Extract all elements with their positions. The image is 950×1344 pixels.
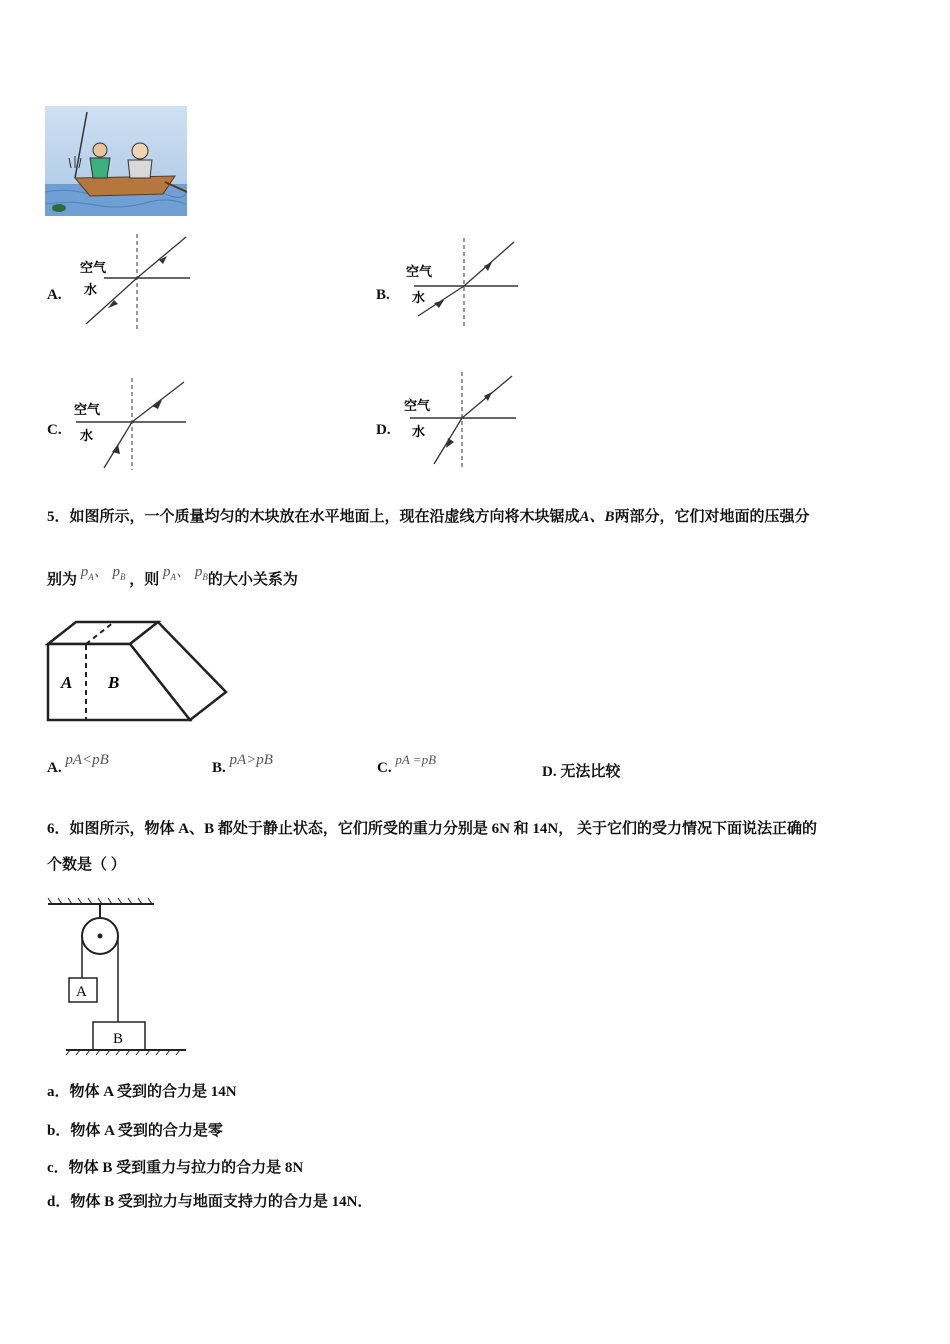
q6-statement-d: d．物体 B 受到拉力与地面支持力的合力是 14N．	[47, 1194, 373, 1210]
pa-symbol: $p_A$	[80, 564, 94, 582]
pb-symbol: $p_B$	[112, 564, 126, 582]
q4-option-d-label[interactable]: D.	[376, 422, 391, 438]
q6-question-line-2: 个数是（ ）	[47, 857, 126, 873]
water-label: 水	[84, 283, 98, 298]
q5-option-a[interactable]: A. pA<pB	[47, 752, 109, 776]
water-label: 水	[412, 291, 426, 306]
q4-option-d-diagram	[402, 370, 522, 470]
weight-label-a: A	[76, 984, 87, 1000]
block-label-b: B	[108, 673, 120, 692]
air-label: 空气	[74, 403, 101, 418]
q6-pulley-figure	[44, 896, 190, 1056]
q4-option-a-label[interactable]: A.	[47, 287, 62, 303]
q4-option-c-diagram	[72, 376, 192, 472]
q6-statement-c: c．物体 B 受到重力与拉力的合力是 8N	[47, 1160, 304, 1176]
q6-statement-b: b．物体 A 受到的合力是零	[47, 1123, 223, 1139]
q4-option-b-diagram	[404, 236, 524, 332]
q5-option-c[interactable]: C. pA =pB	[377, 752, 437, 776]
q6-statement-a: a．物体 A 受到的合力是 14N	[47, 1084, 237, 1100]
q5-question-line-1: 5．如图所示，一个质量均匀的木块放在水平地面上，现在沿虚线方向将木块锯成A、B两部分，它们对地面的压强分	[47, 509, 810, 525]
q4-option-b-label[interactable]: B.	[376, 287, 390, 303]
water-label: 水	[80, 429, 94, 444]
air-label: 空气	[80, 261, 107, 276]
air-label: 空气	[404, 399, 431, 414]
block-label-a: A	[61, 673, 73, 692]
fishing-boat-illustration	[45, 106, 187, 216]
q5-option-d[interactable]: D. 无法比较	[542, 764, 621, 780]
q5-question-line-2: 别为 $p_A$、 $p_B$ ，则 $p_A$、 $p_B$的大小关系为	[47, 564, 298, 588]
air-label: 空气	[406, 265, 433, 280]
q6-question-line-1: 6．如图所示，物体 A、B 都处于静止状态，它们所受的重力分别是 6N 和 14N， 关于它们的受力情况下面说法正确的	[47, 821, 818, 837]
q4-option-a-diagram	[76, 232, 196, 332]
q5-option-b[interactable]: B. pA>pB	[212, 752, 273, 776]
q5-wood-block-figure	[44, 618, 230, 728]
weight-label-b: B	[113, 1031, 124, 1047]
q4-option-c-label[interactable]: C.	[47, 422, 62, 438]
water-label: 水	[412, 425, 426, 440]
